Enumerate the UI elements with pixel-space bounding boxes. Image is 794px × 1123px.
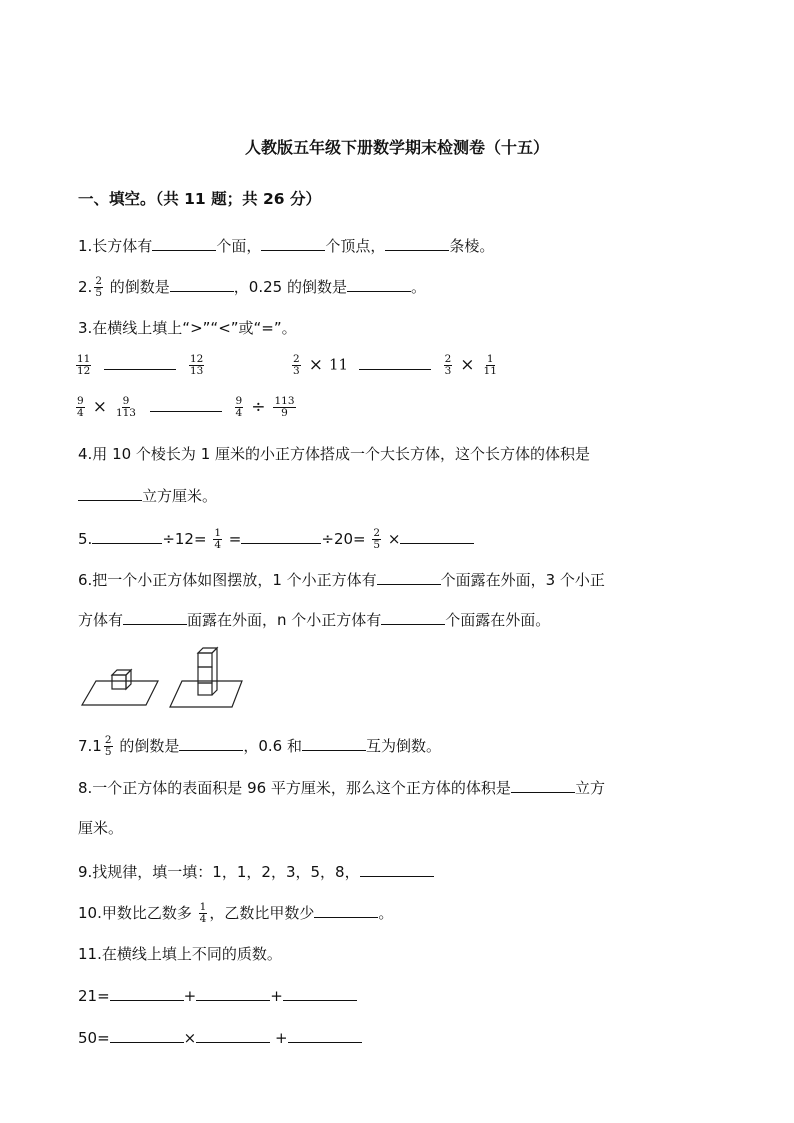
answer-blank[interactable]: [385, 236, 449, 251]
answer-blank[interactable]: [302, 736, 366, 751]
fraction: $\frac{9}{4}$: [77, 395, 84, 419]
question-2: 2. $\frac{2}{5}$ 的倒数是 ，0.25 的倒数是 。: [78, 275, 426, 299]
cube-shape: [112, 675, 126, 689]
answer-blank[interactable]: [110, 1028, 184, 1043]
answer-blank[interactable]: [78, 486, 142, 501]
question-8-line-2: 厘米。: [78, 819, 124, 837]
question-3-row-1: [74, 354, 206, 377]
answer-blank[interactable]: [347, 277, 411, 292]
question-6-line-1: 6.把一个小正方体如图摆放，1 个小正方体有 个面露在外面，3 个小正: [78, 571, 605, 589]
answer-blank[interactable]: [92, 529, 162, 544]
answer-blank[interactable]: [241, 529, 321, 544]
cube-shape: [198, 653, 212, 667]
question-11-line-2: 50= × +: [78, 1028, 362, 1048]
answer-blank[interactable]: [511, 778, 575, 793]
compare-blank[interactable]: [104, 355, 176, 370]
fraction: $\frac{2}{5}$: [104, 734, 112, 758]
fraction: $\frac{113}{9}$: [274, 395, 295, 419]
cube-side: [212, 648, 217, 695]
cube-stack-figure: [76, 645, 246, 727]
answer-blank[interactable]: [196, 1028, 270, 1043]
section-heading: 一、填空。（共 11 题；共 26 分）: [78, 190, 321, 208]
question-10: 10.甲数比乙数多 $\frac{1}{4}$ ，乙数比甲数少 。: [78, 901, 394, 925]
answer-blank[interactable]: [377, 570, 441, 585]
fraction: $\frac{2}{5}$: [373, 527, 381, 551]
fraction: $\frac{12}{13}$: [189, 353, 204, 377]
question-6-line-2: 方体有 面露在外面，n 个小正方体有 个面露在外面。: [78, 611, 551, 629]
question-5: 5. ÷12= $\frac{1}{4}$ = ÷20= $\frac{2}{5}$ ×: [78, 528, 474, 551]
answer-blank[interactable]: [152, 236, 216, 251]
compare-blank[interactable]: [150, 397, 222, 412]
fraction: $\frac{1}{4}$: [214, 527, 222, 551]
question-3-row-2: $\frac{9}{4}$ × $\frac{9}{113}$ $\frac{9}{4}$ ÷ $\frac{113}{9}$: [77, 395, 295, 419]
answer-blank[interactable]: [170, 277, 234, 292]
fraction: $\frac{2}{5}$: [95, 275, 102, 299]
question-8-line-1: 8.一个正方体的表面积是 96 平方厘米，那么这个正方体的体积是 立方: [78, 779, 605, 797]
question-11-text: 11.在横线上填上不同的质数。: [78, 945, 282, 963]
cube-side: [126, 670, 131, 689]
compare-blank[interactable]: [359, 355, 431, 370]
answer-blank[interactable]: [314, 903, 378, 918]
fraction: $\frac{1}{4}$: [199, 901, 207, 925]
fraction: $\frac{9}{4}$: [235, 395, 243, 419]
platform-shape: [170, 681, 242, 707]
answer-blank[interactable]: [288, 1028, 362, 1043]
question-3-row-1-right: $\frac{2}{3}$ × 11 $\frac{2}{3}$ × $\frac{1}{11}$: [293, 353, 497, 377]
answer-blank[interactable]: [283, 986, 357, 1001]
question-1: 1.长方体有 个面， 个顶点， 条棱。: [78, 237, 495, 255]
question-11-line-1: 21= + +: [78, 986, 357, 1006]
question-7: 7.1 $\frac{2}{5}$ 的倒数是 ，0.6 和 互为倒数。: [78, 734, 441, 758]
platform-shape: [82, 681, 158, 705]
answer-blank[interactable]: [360, 862, 434, 877]
fraction: $\frac{1}{11}$: [483, 353, 497, 377]
fraction: $\frac{9}{113}$: [115, 395, 136, 419]
cube-shape: [198, 683, 212, 695]
fraction: $\frac{2}{3}$: [293, 353, 300, 377]
question-9: 9.找规律，填一填：1，1，2，3，5，8，: [78, 862, 434, 882]
page-title: 人教版五年级下册数学期末检测卷（十五）: [244, 138, 549, 157]
question-3-text: 3.在横线上填上“>”“<”或“=”。: [78, 319, 297, 337]
answer-blank[interactable]: [179, 736, 243, 751]
answer-blank[interactable]: [123, 610, 187, 625]
answer-blank[interactable]: [261, 236, 325, 251]
answer-blank[interactable]: [196, 986, 270, 1001]
answer-blank[interactable]: [381, 610, 445, 625]
fraction: $\frac{11}{12}$: [77, 353, 91, 377]
answer-blank[interactable]: [110, 986, 184, 1001]
answer-blank[interactable]: [400, 529, 474, 544]
question-4-line-1: 4.用 10 个棱长为 1 厘米的小正方体搭成一个大长方体，这个长方体的体积是: [78, 445, 591, 463]
question-4-line-2: 立方厘米。: [78, 486, 217, 506]
fraction: $\frac{2}{3}$: [444, 353, 452, 377]
